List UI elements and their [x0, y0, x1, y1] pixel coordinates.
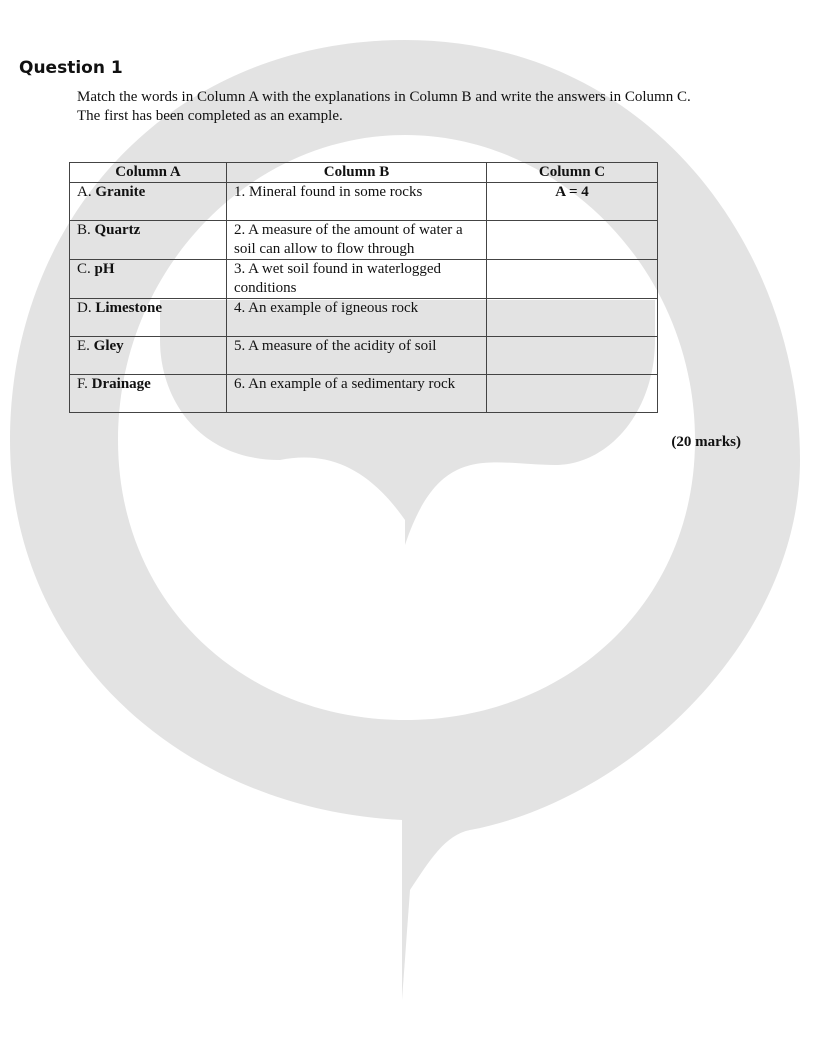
column-a-cell [70, 337, 227, 375]
column-c-answer-cell[interactable] [487, 260, 658, 299]
question-title: Question 1 [19, 58, 123, 78]
column-c-header: Column C [487, 163, 658, 183]
column-a-cell [70, 221, 227, 260]
table-row [70, 337, 658, 375]
table-header-row [70, 163, 658, 183]
column-a-cell [70, 260, 227, 299]
marks-label: (20 marks) [671, 434, 741, 450]
column-b-header: Column B [227, 163, 487, 183]
term-name: Gley [93, 338, 124, 354]
table-row [70, 221, 658, 260]
column-b-cell: 2. A measure of the amount of water a soil can allow to flow through [227, 221, 487, 260]
instructions-text: Match the words in Column A with the explanations in Column B and write the answers in Column C. The first has been completed as an example. [77, 89, 691, 124]
column-a-cell [70, 183, 227, 221]
column-b-cell: 5. A measure of the acidity of soil [227, 337, 487, 375]
matching-table [69, 162, 658, 413]
column-a-cell [70, 375, 227, 413]
term-name: Granite [95, 184, 146, 200]
column-b-cell: 3. A wet soil found in waterlogged conditions [227, 260, 487, 299]
table-row [70, 299, 658, 337]
column-b-cell: 4. An example of igneous rock [227, 299, 487, 337]
column-c-answer-cell[interactable]: A = 4 [487, 183, 658, 221]
column-c-answer-cell[interactable] [487, 299, 658, 337]
column-b-cell: 1. Mineral found in some rocks [227, 183, 487, 221]
column-c-answer-cell[interactable] [487, 375, 658, 413]
term-prefix: B. [77, 222, 91, 238]
term-prefix: E. [77, 338, 90, 354]
table-row [70, 260, 658, 299]
table-row [70, 375, 658, 413]
term-name: Quartz [94, 222, 141, 238]
term-name: Drainage [91, 376, 151, 392]
term-prefix: C. [77, 261, 91, 277]
term-name: pH [94, 261, 115, 277]
column-c-answer-cell[interactable] [487, 337, 658, 375]
term-prefix: D. [77, 300, 92, 316]
column-a-header: Column A [70, 163, 227, 183]
table-row [70, 183, 658, 221]
column-a-cell [70, 299, 227, 337]
term-name: Limestone [95, 300, 163, 316]
column-b-cell: 6. An example of a sedimentary rock [227, 375, 487, 413]
column-c-answer-cell[interactable] [487, 221, 658, 260]
term-prefix: A. [77, 184, 92, 200]
term-prefix: F. [77, 376, 88, 392]
